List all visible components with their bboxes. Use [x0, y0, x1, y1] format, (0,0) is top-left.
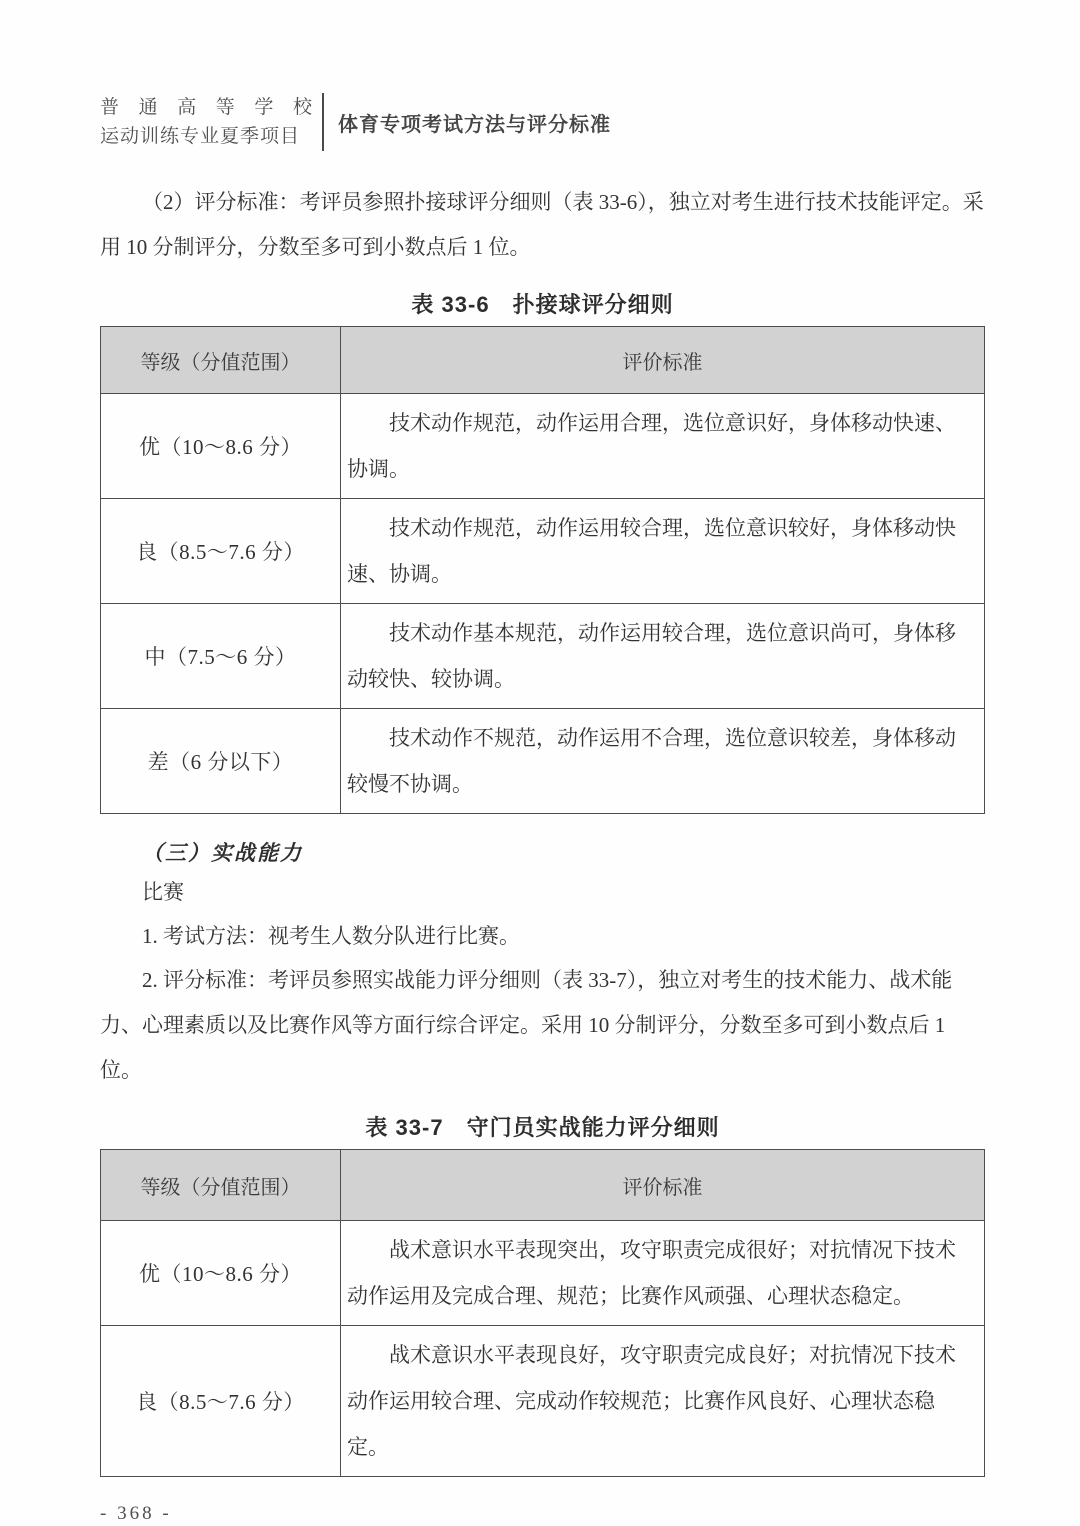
criteria-text: 战术意识水平表现突出，攻守职责完成很好；对抗情况下技术动作运用及完成合理、规范；比赛作风顽强、心理状态稳定。	[347, 1238, 956, 1308]
table2-header-row	[101, 1150, 985, 1221]
table1-col-grade: 等级（分值范围）	[101, 327, 341, 394]
table-33-6	[100, 326, 985, 814]
table-row	[101, 1326, 985, 1477]
grade-cell: 优（10〜8.6 分）	[101, 394, 341, 499]
running-head-series-line2: 运动训练专业夏季项目	[100, 126, 301, 147]
page-number: - 368 -	[100, 1503, 172, 1524]
grade-cell: 差（6 分以下）	[101, 709, 341, 814]
table-row	[101, 709, 985, 814]
scoring-paragraph: 2. 评分标准：考评员参照实战能力评分细则（表 33-7），独立对考生的技术能力、战术能力、心理素质以及比赛作风等方面行综合评定。采用 10 分制评分，分数至多可到小数点后 1 位。	[100, 968, 953, 1082]
table-row	[101, 394, 985, 499]
running-head-title: 体育专项考试方法与评分标准	[338, 113, 611, 136]
running-head-divider	[322, 93, 324, 151]
intro-paragraph: （2）评分标准：考评员参照扑接球评分细则（表 33-6），独立对考生进行技术技能评定。采用 10 分制评分，分数至多可到小数点后 1 位。	[100, 190, 984, 259]
grade-cell: 中（7.5〜6 分）	[101, 604, 341, 709]
table-33-7	[100, 1149, 985, 1477]
criteria-text: 技术动作基本规范，动作运用较合理，选位意识尚可，身体移动较快、较协调。	[347, 621, 956, 691]
table-row	[101, 1221, 985, 1326]
grade-cell: 良（8.5〜7.6 分）	[101, 1326, 341, 1477]
table-row	[101, 604, 985, 709]
grade-cell: 良（8.5〜7.6 分）	[101, 499, 341, 604]
criteria-cell	[341, 394, 985, 499]
criteria-text: 技术动作规范，动作运用合理，选位意识好，身体移动快速、协调。	[347, 411, 956, 481]
running-head-series	[100, 93, 312, 151]
table1-col-criteria: 评价标准	[341, 327, 985, 394]
exam-method-line: 1. 考试方法：视考生人数分队进行比赛。	[142, 924, 520, 948]
criteria-text: 技术动作不规范，动作运用不合理，选位意识较差，身体移动较慢不协调。	[347, 726, 956, 796]
section-subheading: 比赛	[142, 880, 184, 904]
grade-cell: 优（10〜8.6 分）	[101, 1221, 341, 1326]
table1-caption: 表 33-6 扑接球评分细则	[411, 292, 674, 317]
section-heading: （三）实战能力	[142, 841, 303, 865]
criteria-text: 技术动作规范，动作运用较合理，选位意识较好，身体移动快速、协调。	[347, 516, 956, 586]
table2-col-criteria: 评价标准	[341, 1150, 985, 1221]
criteria-cell	[341, 604, 985, 709]
table-row	[101, 499, 985, 604]
table2-caption: 表 33-7 守门员实战能力评分细则	[365, 1115, 720, 1140]
criteria-cell	[341, 1221, 985, 1326]
table1-header-row	[101, 327, 985, 394]
running-head-series-line1: 普 通 高 等 学 校	[100, 97, 312, 118]
table2-col-grade: 等级（分值范围）	[101, 1150, 341, 1221]
criteria-cell	[341, 709, 985, 814]
running-head	[100, 92, 985, 152]
criteria-text: 战术意识水平表现良好，攻守职责完成良好；对抗情况下技术动作运用较合理、完成动作较规范；比赛作风良好、心理状态稳定。	[347, 1343, 956, 1459]
criteria-cell	[341, 1326, 985, 1477]
criteria-cell	[341, 499, 985, 604]
